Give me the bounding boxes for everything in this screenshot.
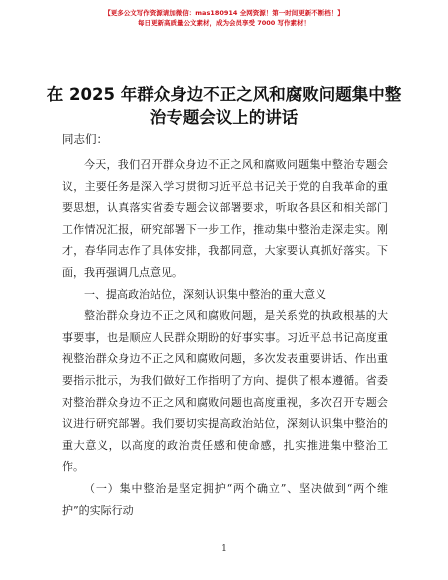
section-heading-1: 一、提高政治站位，深刻认识集中整治的重大意义: [84, 287, 326, 301]
promo-banner: [0, 8, 448, 28]
paragraph-intro: 今天，我们召开群众身边不正之风和腐败问题集中整治专题会议，主要任务是深入学习贯彻习近平总书记关于党的自我革命的重要思想，认真落实省委专题会议部署要求，听取各县区和相关部门工作情况汇报，研究部署下一步工作，推动集中整治走深走实。刚才，春华同志作了具体安排，我都同意，大家要认真抓好落实。下面，我再强调几点意见。: [62, 158, 388, 279]
promo-banner-line-2: 每日更新高质量公文素材，成为会员享受 7000 写作素材！: [137, 19, 311, 27]
document-body: [62, 154, 388, 521]
document-title: 在 2025 年群众身边不正之风和腐败问题集中整治专题会议上的讲话: [46, 85, 402, 127]
paragraph-section-1: 整治群众身边不正之风和腐败问题，是关系党的执政根基的大事要事，也是顺应人民群众期盼的好事实事。习近平总书记高度重视整治群众身边不正之风和腐败问题，多次发表重要讲话、作出重要指示批示，为我们做好工作指明了方向、提供了根本遵循。省委对整治群众身边不正之风和腐败问题也高度重视，多次召开专题会议进行研究部署。我们要切实提高政治站位，深刻认识集中整治的重大意义，以高度的政治责任感和使命感，扎实推进集中整治工作。: [62, 309, 388, 474]
subsection-heading-1: （一）集中整治是坚定拥护“两个确立”、坚决做到“两个维护”的实际行动: [62, 481, 388, 517]
salutation: 同志们：: [62, 132, 108, 146]
promo-banner-line-1: 【更多公文写作资源请加微信：mas180914 全网资源！第一时间更新不断档！】: [104, 9, 344, 17]
page-number: 1: [221, 544, 227, 554]
